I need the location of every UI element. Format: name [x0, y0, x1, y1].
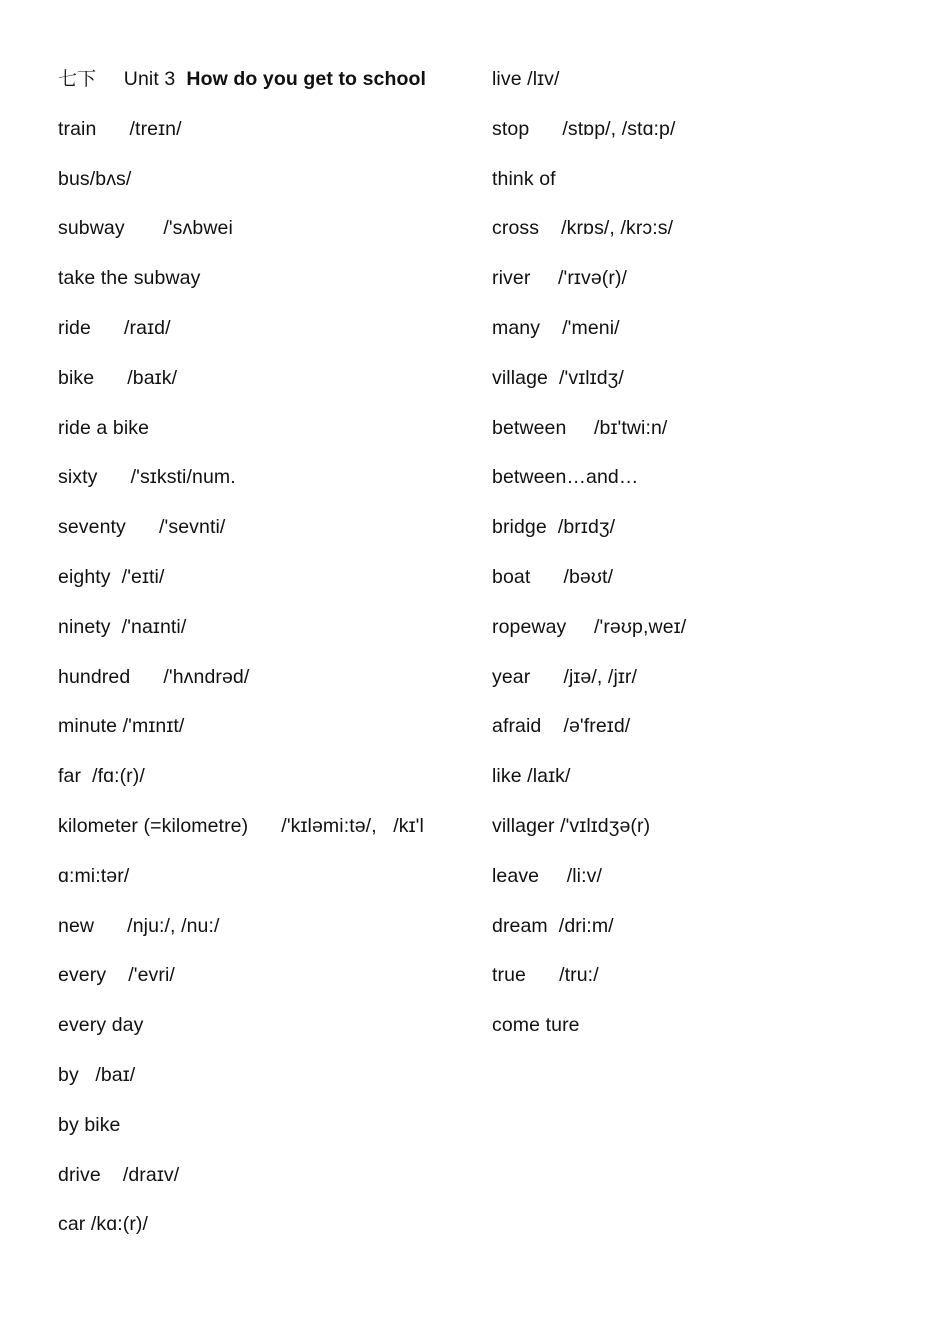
vocab-line: stop /stɒp/, /stɑ:p/	[492, 117, 676, 140]
vocab-line: subway /'sʌbwei	[58, 217, 233, 240]
vocab-line: sixty /'sɪksti/num.	[58, 466, 236, 489]
vocab-line: every /'evri/	[58, 964, 175, 987]
vocab-line: train /treɪn/	[58, 117, 182, 140]
vocab-line: eighty /'eɪti/	[58, 565, 165, 588]
vocab-line: hundred /'hʌndrəd/	[58, 665, 250, 688]
vocab-line: dream /dri:m/	[492, 914, 614, 937]
vocab-line: ninety /'naɪnti/	[58, 615, 187, 638]
vocab-line: year /jɪə/, /jɪr/	[492, 665, 638, 688]
vocab-line: true /tru:/	[492, 964, 599, 987]
vocab-line: village /'vɪlɪdʒ/	[492, 366, 624, 389]
vocab-line: ɑ:mi:tər/	[58, 864, 130, 887]
vocab-line: every day	[58, 1014, 144, 1037]
vocab-line: minute /'mɪnɪt/	[58, 715, 185, 738]
vocab-line: villager /'vɪlɪdʒə(r)	[492, 814, 651, 837]
vocab-line: think of	[492, 167, 556, 190]
left-column	[58, 62, 478, 1257]
vocab-line: ride /raɪd/	[58, 316, 171, 339]
vocab-line: take the subway	[58, 267, 201, 290]
unit-title: How do you get to school	[186, 68, 427, 90]
vocab-line: boat /bəʊt/	[492, 565, 614, 588]
vocab-line: kilometer (=kilometre) /'kɪləmi:tə/, /kɪ'l	[58, 814, 424, 837]
vocab-line: bridge /brɪdʒ/	[492, 516, 616, 539]
right-column	[492, 62, 912, 1058]
vocab-line: ropeway /'rəʊp,weɪ/	[492, 615, 687, 638]
vocab-line: cross /krɒs/, /krɔ:s/	[492, 217, 674, 240]
vocab-line: bus/bʌs/	[58, 167, 132, 190]
vocab-line: seventy /'sevnti/	[58, 516, 226, 539]
vocab-line: drive /draɪv/	[58, 1163, 180, 1186]
unit-heading	[58, 62, 478, 112]
vocab-line: come ture	[492, 1014, 580, 1037]
vocab-line: far /fɑ:(r)/	[58, 765, 145, 788]
grade-label: 七下	[58, 68, 97, 90]
vocab-line: leave /li:v/	[492, 864, 602, 887]
vocab-line: live /lɪv/	[492, 68, 560, 90]
vocab-line: by bike	[58, 1113, 121, 1136]
vocab-line: by /baɪ/	[58, 1063, 136, 1086]
vocab-line: between /bɪ'twi:n/	[492, 416, 668, 439]
vocab-line: car /kɑ:(r)/	[58, 1213, 149, 1236]
vocab-line: river /'rɪvə(r)/	[492, 267, 628, 290]
vocab-line: between…and…	[492, 466, 639, 489]
vocab-line: ride a bike	[58, 416, 150, 439]
vocab-line: afraid /ə'freɪd/	[492, 715, 631, 738]
vocab-line: many /'meni/	[492, 316, 620, 339]
vocab-line: new /nju:/, /nu:/	[58, 914, 220, 937]
vocab-line: like /laɪk/	[492, 765, 571, 788]
unit-label: Unit 3	[123, 68, 176, 90]
vocab-line: bike /baɪk/	[58, 366, 178, 389]
